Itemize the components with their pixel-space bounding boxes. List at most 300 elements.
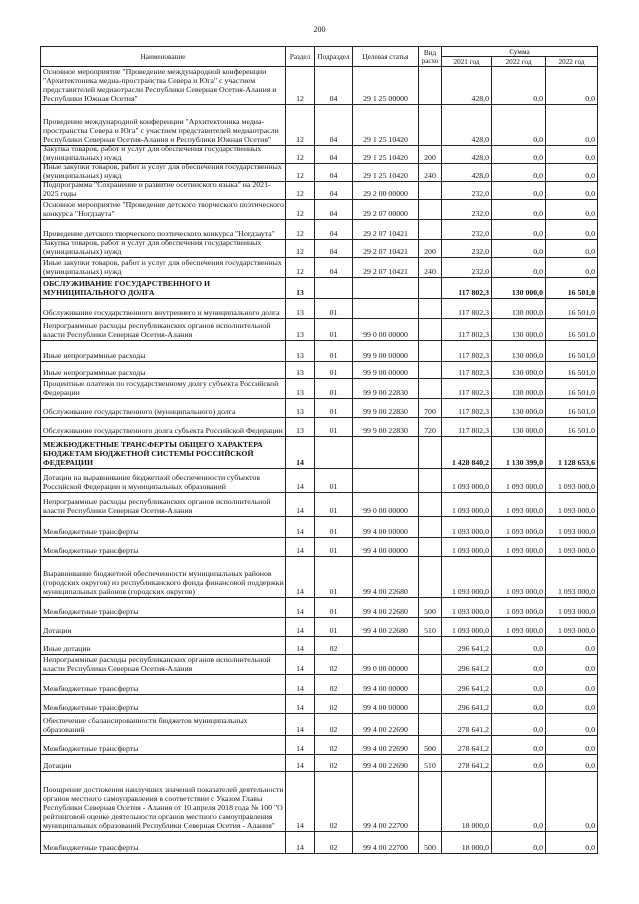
cell-expense-kind — [419, 714, 442, 736]
cell-target-article: 29 2 07 00000 — [353, 200, 419, 220]
cell-subsection: 02 — [315, 755, 353, 772]
cell-expense-kind — [419, 182, 442, 200]
cell-subsection: 04 — [315, 220, 353, 240]
cell-section: 14 — [286, 755, 315, 772]
cell-target-article: 99 4 00 22680 — [353, 598, 419, 618]
cell-amount-year-3: 0,0 — [546, 182, 598, 200]
cell-name: Закупка товаров, работ и услуг для обеспечения государственных (муниципальных) нужд — [41, 240, 286, 258]
cell-amount-year-1: 428,0 — [442, 164, 492, 182]
cell-section: 12 — [286, 220, 315, 240]
cell-amount-year-3: 0,0 — [546, 772, 598, 832]
cell-amount-year-2: 0,0 — [492, 755, 546, 772]
cell-expense-kind: 500 — [419, 832, 442, 854]
table-row — [41, 220, 598, 240]
cell-amount-year-3: 0,0 — [546, 832, 598, 854]
cell-expense-kind — [419, 67, 442, 105]
table-row — [41, 714, 598, 736]
cell-name: Выравнивание бюджетной обеспеченности муниципальных районов (городских округов) из республиканского фонда финансовой поддержки муниципальных районов (городских округов) — [41, 557, 286, 598]
table-row — [41, 655, 598, 675]
cell-subsection: 02 — [315, 695, 353, 714]
cell-name: Межбюджетные трансферты — [41, 598, 286, 618]
cell-amount-year-3: 1 093 000,0 — [546, 517, 598, 538]
cell-amount-year-2: 130 000,0 — [492, 299, 546, 319]
table-row — [41, 200, 598, 220]
cell-expense-kind — [419, 362, 442, 379]
cell-target-article: 99 4 00 22690 — [353, 755, 419, 772]
cell-section: 14 — [286, 493, 315, 517]
cell-amount-year-1: 1 093 000,0 — [442, 557, 492, 598]
cell-section: 13 — [286, 362, 315, 379]
header-sum: Сумма — [442, 47, 598, 57]
cell-name: Обеспечение сбалансированности бюджетов муниципальных образований — [41, 714, 286, 736]
cell-expense-kind: 500 — [419, 598, 442, 618]
cell-amount-year-1: 117 802,3 — [442, 319, 492, 341]
cell-target-article: 99 4 00 22700 — [353, 832, 419, 854]
cell-amount-year-2: 1 093 000,0 — [492, 598, 546, 618]
cell-amount-year-1: 232,0 — [442, 200, 492, 220]
table-row — [41, 146, 598, 164]
cell-amount-year-3: 0,0 — [546, 164, 598, 182]
cell-section: 12 — [286, 240, 315, 258]
cell-section: 14 — [286, 714, 315, 736]
cell-expense-kind: 510 — [419, 755, 442, 772]
table-row — [41, 299, 598, 319]
cell-name: Межбюджетные трансферты — [41, 832, 286, 854]
table-row — [41, 418, 598, 437]
cell-expense-kind — [419, 557, 442, 598]
cell-amount-year-1: 296 641,2 — [442, 637, 492, 655]
cell-amount-year-2: 0,0 — [492, 182, 546, 200]
cell-amount-year-3: 1 093 000,0 — [546, 538, 598, 557]
cell-section: 12 — [286, 164, 315, 182]
cell-expense-kind: 700 — [419, 399, 442, 418]
cell-expense-kind: 240 — [419, 164, 442, 182]
cell-subsection: 01 — [315, 493, 353, 517]
cell-section: 12 — [286, 182, 315, 200]
header-target: Целевая статья — [353, 47, 419, 67]
table-row — [41, 319, 598, 341]
cell-name: Иные дотации — [41, 637, 286, 655]
cell-subsection: 04 — [315, 200, 353, 220]
cell-amount-year-2: 0,0 — [492, 220, 546, 240]
cell-amount-year-3: 1 093 000,0 — [546, 469, 598, 493]
cell-amount-year-2: 130 000,0 — [492, 399, 546, 418]
cell-amount-year-3: 0,0 — [546, 637, 598, 655]
cell-amount-year-3: 0,0 — [546, 675, 598, 695]
cell-name: Межбюджетные трансферты — [41, 538, 286, 557]
cell-amount-year-1: 1 093 000,0 — [442, 517, 492, 538]
cell-amount-year-2: 0,0 — [492, 832, 546, 854]
cell-amount-year-2: 0,0 — [492, 772, 546, 832]
cell-subsection: 04 — [315, 67, 353, 105]
cell-expense-kind — [419, 517, 442, 538]
cell-target-article: 99 0 00 00000 — [353, 319, 419, 341]
cell-target-article: 99 9 00 00000 — [353, 341, 419, 362]
cell-target-article: 99 9 00 00000 — [353, 362, 419, 379]
table-row — [41, 675, 598, 695]
table-row — [41, 240, 598, 258]
table-row — [41, 469, 598, 493]
cell-section: 13 — [286, 278, 315, 299]
cell-name: Процентные платежи по государственному долгу субъекта Российской Федерации — [41, 379, 286, 399]
cell-section: 14 — [286, 557, 315, 598]
cell-subsection: 02 — [315, 655, 353, 675]
cell-amount-year-2: 0,0 — [492, 105, 546, 146]
cell-expense-kind — [419, 772, 442, 832]
cell-section: 13 — [286, 341, 315, 362]
header-subsection: Подраздел — [315, 47, 353, 67]
cell-subsection: 01 — [315, 517, 353, 538]
cell-expense-kind: 500 — [419, 736, 442, 755]
table-header — [41, 47, 598, 67]
cell-amount-year-1: 1 093 000,0 — [442, 598, 492, 618]
cell-amount-year-3: 16 501,0 — [546, 299, 598, 319]
cell-amount-year-2: 0,0 — [492, 200, 546, 220]
cell-amount-year-1: 1 093 000,0 — [442, 469, 492, 493]
table-row — [41, 517, 598, 538]
cell-section: 13 — [286, 418, 315, 437]
cell-subsection: 01 — [315, 299, 353, 319]
cell-expense-kind: 200 — [419, 240, 442, 258]
cell-amount-year-1: 117 802,3 — [442, 362, 492, 379]
cell-amount-year-3: 0,0 — [546, 755, 598, 772]
cell-amount-year-2: 1 093 000,0 — [492, 493, 546, 517]
cell-subsection: 04 — [315, 105, 353, 146]
cell-name: Непрограммные расходы республиканских органов исполнительной власти Республики Северная Осетия-Алания — [41, 319, 286, 341]
cell-amount-year-1: 296 641,2 — [442, 695, 492, 714]
cell-name: Непрограммные расходы республиканских органов исполнительной власти Республики Северная Осетия-Алания — [41, 655, 286, 675]
cell-subsection: 02 — [315, 637, 353, 655]
cell-target-article — [353, 637, 419, 655]
cell-amount-year-3: 0,0 — [546, 655, 598, 675]
cell-section: 13 — [286, 319, 315, 341]
cell-amount-year-2: 0,0 — [492, 675, 546, 695]
header-kind-line1: Вид — [423, 48, 437, 57]
cell-target-article: 99 4 00 22690 — [353, 714, 419, 736]
cell-expense-kind: 240 — [419, 258, 442, 278]
cell-target-article: 29 2 07 10421 — [353, 258, 419, 278]
cell-subsection — [315, 278, 353, 299]
cell-amount-year-3: 1 093 000,0 — [546, 557, 598, 598]
cell-amount-year-2: 130 000,0 — [492, 379, 546, 399]
cell-amount-year-1: 232,0 — [442, 220, 492, 240]
cell-expense-kind — [419, 299, 442, 319]
cell-expense-kind — [419, 200, 442, 220]
header-year-3: 2022 год — [546, 57, 598, 67]
cell-amount-year-1: 117 802,3 — [442, 278, 492, 299]
cell-amount-year-1: 428,0 — [442, 105, 492, 146]
cell-subsection: 01 — [315, 418, 353, 437]
table-body — [41, 67, 598, 854]
cell-amount-year-3: 16 501,0 — [546, 379, 598, 399]
cell-target-article — [353, 469, 419, 493]
cell-name: Проведение международной конференции "Архитектоника медиа-пространства Севера и Юга" с участием представителей медиаотрасли Республики Северная Осетия-Алания и Республики Южная Осетия" — [41, 105, 286, 146]
table-row — [41, 164, 598, 182]
cell-amount-year-3: 1 093 000,0 — [546, 598, 598, 618]
cell-amount-year-1: 18 000,0 — [442, 772, 492, 832]
table-row — [41, 538, 598, 557]
table-row — [41, 379, 598, 399]
cell-name: Подпрограмма "Сохранение и развитие осетинского языка" на 2021-2025 годы — [41, 182, 286, 200]
cell-target-article: 29 1 25 00000 — [353, 67, 419, 105]
cell-target-article: 99 4 00 00000 — [353, 675, 419, 695]
cell-amount-year-1: 296 641,2 — [442, 675, 492, 695]
cell-expense-kind — [419, 278, 442, 299]
cell-expense-kind — [419, 637, 442, 655]
cell-amount-year-1: 18 000,0 — [442, 832, 492, 854]
cell-expense-kind — [419, 437, 442, 469]
cell-name: Дотации на выравнивание бюджетной обеспеченности субъектов Российской Федерации и муниципальных образований — [41, 469, 286, 493]
cell-section: 14 — [286, 695, 315, 714]
cell-amount-year-1: 117 802,3 — [442, 418, 492, 437]
cell-amount-year-1: 117 802,3 — [442, 399, 492, 418]
cell-subsection: 02 — [315, 772, 353, 832]
cell-name: Обслуживание государственного долга субъекта Российской Федерации — [41, 418, 286, 437]
cell-section: 12 — [286, 67, 315, 105]
cell-amount-year-2: 1 093 000,0 — [492, 469, 546, 493]
cell-amount-year-3: 16 501,0 — [546, 362, 598, 379]
cell-amount-year-3: 0,0 — [546, 258, 598, 278]
cell-target-article: 99 4 00 00000 — [353, 538, 419, 557]
cell-target-article — [353, 437, 419, 469]
cell-target-article: 99 4 00 22680 — [353, 557, 419, 598]
page-number: 200 — [313, 25, 326, 34]
cell-target-article: 29 2 07 10421 — [353, 240, 419, 258]
cell-section: 12 — [286, 200, 315, 220]
cell-expense-kind: 720 — [419, 418, 442, 437]
budget-table — [40, 46, 598, 854]
cell-expense-kind — [419, 220, 442, 240]
cell-amount-year-2: 0,0 — [492, 240, 546, 258]
table-row — [41, 67, 598, 105]
header-section: Раздел — [286, 47, 315, 67]
table-row — [41, 105, 598, 146]
cell-expense-kind — [419, 493, 442, 517]
table-row — [41, 637, 598, 655]
table-row — [41, 772, 598, 832]
cell-subsection: 04 — [315, 146, 353, 164]
cell-section: 14 — [286, 517, 315, 538]
cell-target-article: 99 4 00 22680 — [353, 618, 419, 637]
cell-target-article: 29 2 07 10421 — [353, 220, 419, 240]
cell-target-article: 99 9 00 22830 — [353, 399, 419, 418]
cell-amount-year-1: 117 802,3 — [442, 341, 492, 362]
table-row — [41, 493, 598, 517]
cell-section: 12 — [286, 146, 315, 164]
cell-subsection: 01 — [315, 598, 353, 618]
table-row — [41, 832, 598, 854]
cell-target-article: 99 0 00 00000 — [353, 655, 419, 675]
cell-target-article — [353, 299, 419, 319]
cell-target-article: 99 0 00 00000 — [353, 493, 419, 517]
cell-subsection: 01 — [315, 319, 353, 341]
cell-target-article — [353, 278, 419, 299]
cell-expense-kind: 510 — [419, 618, 442, 637]
cell-expense-kind — [419, 469, 442, 493]
cell-target-article: 99 9 00 22830 — [353, 379, 419, 399]
cell-name: Иные непрограммные расходы — [41, 362, 286, 379]
cell-name: Иные закупки товаров, работ и услуг для обеспечения государственных (муниципальных) нужд — [41, 164, 286, 182]
cell-amount-year-3: 0,0 — [546, 105, 598, 146]
cell-amount-year-2: 0,0 — [492, 146, 546, 164]
cell-name: Непрограммные расходы республиканских органов исполнительной власти Республики Северная Осетия-Алания — [41, 493, 286, 517]
table-row — [41, 399, 598, 418]
cell-amount-year-1: 232,0 — [442, 182, 492, 200]
table-row — [41, 736, 598, 755]
cell-section: 13 — [286, 299, 315, 319]
cell-subsection: 02 — [315, 675, 353, 695]
cell-subsection: 04 — [315, 164, 353, 182]
cell-amount-year-3: 1 128 653,6 — [546, 437, 598, 469]
cell-amount-year-2: 0,0 — [492, 714, 546, 736]
cell-amount-year-3: 0,0 — [546, 220, 598, 240]
cell-subsection: 01 — [315, 538, 353, 557]
header-year-1: 2021 год — [442, 57, 492, 67]
cell-amount-year-3: 0,0 — [546, 67, 598, 105]
cell-amount-year-3: 1 093 000,0 — [546, 493, 598, 517]
cell-name: Дотации — [41, 618, 286, 637]
cell-name: МЕЖБЮДЖЕТНЫЕ ТРАНСФЕРТЫ ОБЩЕГО ХАРАКТЕРА БЮДЖЕТАМ БЮДЖЕТНОЙ СИСТЕМЫ РОССИЙСКОЙ ФЕДЕРАЦИИ — [41, 437, 286, 469]
cell-amount-year-1: 117 802,3 — [442, 379, 492, 399]
cell-section: 14 — [286, 437, 315, 469]
cell-target-article: 99 4 00 00000 — [353, 695, 419, 714]
cell-name: Межбюджетные трансферты — [41, 517, 286, 538]
cell-subsection: 04 — [315, 182, 353, 200]
cell-section: 14 — [286, 618, 315, 637]
cell-name: Обслуживание государственного внутреннего и муниципального долга — [41, 299, 286, 319]
cell-target-article: 29 1 25 10420 — [353, 164, 419, 182]
cell-name: Иные непрограммные расходы — [41, 341, 286, 362]
cell-amount-year-2: 0,0 — [492, 637, 546, 655]
cell-expense-kind — [419, 675, 442, 695]
cell-amount-year-3: 0,0 — [546, 736, 598, 755]
table-row — [41, 258, 598, 278]
cell-amount-year-2: 1 093 000,0 — [492, 538, 546, 557]
cell-amount-year-3: 0,0 — [546, 146, 598, 164]
table-row — [41, 598, 598, 618]
cell-amount-year-3: 1 093 000,0 — [546, 618, 598, 637]
table-row — [41, 341, 598, 362]
table-row — [41, 362, 598, 379]
cell-amount-year-2: 130 000,0 — [492, 341, 546, 362]
cell-amount-year-2: 1 093 000,0 — [492, 557, 546, 598]
cell-amount-year-2: 1 093 000,0 — [492, 618, 546, 637]
cell-subsection: 01 — [315, 379, 353, 399]
cell-section: 14 — [286, 736, 315, 755]
cell-amount-year-1: 232,0 — [442, 258, 492, 278]
cell-subsection: 01 — [315, 557, 353, 598]
cell-amount-year-3: 16 501,0 — [546, 418, 598, 437]
cell-subsection: 02 — [315, 832, 353, 854]
cell-amount-year-2: 130 000,0 — [492, 319, 546, 341]
cell-section: 14 — [286, 675, 315, 695]
cell-name: Закупка товаров, работ и услуг для обеспечения государственных (муниципальных) нужд — [41, 146, 286, 164]
cell-amount-year-1: 1 093 000,0 — [442, 618, 492, 637]
table-row — [41, 755, 598, 772]
cell-amount-year-2: 0,0 — [492, 695, 546, 714]
cell-expense-kind — [419, 319, 442, 341]
cell-subsection: 01 — [315, 399, 353, 418]
cell-amount-year-3: 0,0 — [546, 200, 598, 220]
cell-amount-year-1: 117 802,3 — [442, 299, 492, 319]
cell-amount-year-3: 16 501,0 — [546, 319, 598, 341]
cell-amount-year-1: 1 428 840,2 — [442, 437, 492, 469]
cell-amount-year-1: 428,0 — [442, 67, 492, 105]
cell-amount-year-2: 130 000,0 — [492, 278, 546, 299]
cell-amount-year-2: 0,0 — [492, 655, 546, 675]
cell-amount-year-3: 0,0 — [546, 240, 598, 258]
cell-expense-kind: 200 — [419, 146, 442, 164]
table-section-row — [41, 437, 598, 469]
cell-name: Обслуживание государственного (муниципального) долга — [41, 399, 286, 418]
cell-target-article: 99 4 00 22700 — [353, 772, 419, 832]
cell-target-article: 99 4 00 00000 — [353, 517, 419, 538]
cell-amount-year-1: 1 093 000,0 — [442, 538, 492, 557]
cell-expense-kind — [419, 341, 442, 362]
cell-amount-year-1: 428,0 — [442, 146, 492, 164]
cell-section: 12 — [286, 105, 315, 146]
table-row — [41, 695, 598, 714]
cell-amount-year-2: 1 130 399,0 — [492, 437, 546, 469]
cell-section: 14 — [286, 538, 315, 557]
cell-subsection: 01 — [315, 362, 353, 379]
cell-name: Поощрение достижения наилучших значений показателей деятельности органов местного самоуправления в соответствии с Указом Главы Республики Северная Осетия - Алания от 10 апреля 2018 года № 100 "О рейтинговой оценке деятельности органов местного самоуправления муниципальных образований Республики Северная Осетия - Алания" — [41, 772, 286, 832]
cell-name: Межбюджетные трансферты — [41, 736, 286, 755]
cell-name: Дотации — [41, 755, 286, 772]
table-row — [41, 618, 598, 637]
cell-section: 14 — [286, 655, 315, 675]
cell-amount-year-3: 16 501,0 — [546, 399, 598, 418]
cell-amount-year-2: 130 000,0 — [492, 418, 546, 437]
cell-subsection: 01 — [315, 469, 353, 493]
cell-amount-year-1: 296 641,2 — [442, 655, 492, 675]
cell-subsection: 01 — [315, 341, 353, 362]
cell-amount-year-2: 0,0 — [492, 164, 546, 182]
cell-section: 14 — [286, 598, 315, 618]
table-section-row — [41, 278, 598, 299]
cell-subsection: 01 — [315, 618, 353, 637]
cell-amount-year-2: 1 093 000,0 — [492, 517, 546, 538]
cell-amount-year-2: 0,0 — [492, 67, 546, 105]
cell-section: 14 — [286, 772, 315, 832]
cell-subsection: 04 — [315, 240, 353, 258]
cell-target-article: 99 9 00 22830 — [353, 418, 419, 437]
cell-name: Основное мероприятие "Проведение детского творческого поэтического конкурса "Ногдзаута" — [41, 200, 286, 220]
table-row — [41, 557, 598, 598]
cell-amount-year-3: 0,0 — [546, 714, 598, 736]
header-kind — [419, 47, 442, 67]
cell-name: ОБСЛУЖИВАНИЕ ГОСУДАРСТВЕННОГО И МУНИЦИПАЛЬНОГО ДОЛГА — [41, 278, 286, 299]
cell-target-article: 29 1 25 10420 — [353, 146, 419, 164]
cell-section: 14 — [286, 637, 315, 655]
cell-subsection: 02 — [315, 736, 353, 755]
cell-amount-year-1: 278 641,2 — [442, 755, 492, 772]
header-kind-line2: расхо — [421, 56, 439, 65]
cell-amount-year-1: 232,0 — [442, 240, 492, 258]
cell-section: 14 — [286, 832, 315, 854]
cell-amount-year-2: 0,0 — [492, 258, 546, 278]
cell-name: Межбюджетные трансферты — [41, 675, 286, 695]
cell-subsection: 02 — [315, 714, 353, 736]
cell-amount-year-1: 1 093 000,0 — [442, 493, 492, 517]
cell-name: Основное мероприятие "Проведение международной конференции "Архитектоника медиа-пространства Севера и Юга" с участием представителей медиаотрасли Республики Северная Осетия-Алания и Республики Южная Осетия" — [41, 67, 286, 105]
cell-amount-year-2: 0,0 — [492, 736, 546, 755]
cell-subsection — [315, 437, 353, 469]
cell-target-article: 29 1 25 10420 — [353, 105, 419, 146]
cell-amount-year-3: 16 501,0 — [546, 278, 598, 299]
header-year-2: 2022 год — [492, 57, 546, 67]
header-name: Наименование — [41, 47, 286, 67]
